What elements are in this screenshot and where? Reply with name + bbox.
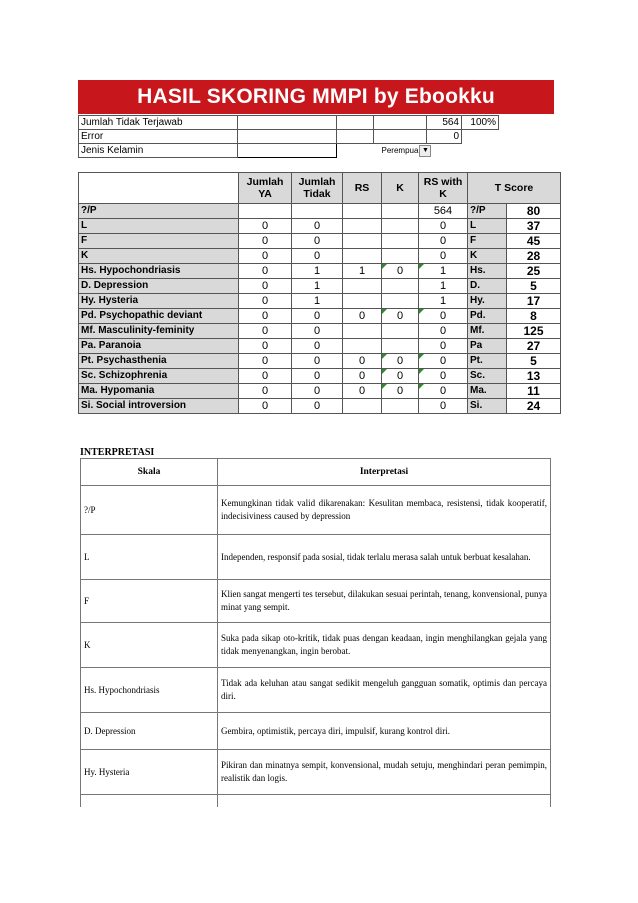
score-row: [79, 219, 561, 234]
scale-name: Mf. Masculinity-feminity: [79, 324, 239, 339]
k-value: [382, 324, 419, 339]
score-row: [79, 384, 561, 399]
error-value: 0: [427, 130, 462, 144]
scale-name: Hs. Hypochondriasis: [79, 264, 239, 279]
jumlah-ya: 0: [239, 354, 292, 369]
interpretation-scale: Hy. Hysteria: [81, 750, 218, 795]
scale-name: Ma. Hypomania: [79, 384, 239, 399]
jumlah-tidak: 0: [292, 369, 343, 384]
k-value: [382, 294, 419, 309]
rs-value: [343, 249, 382, 264]
score-row: [79, 399, 561, 414]
unanswered-label: Jumlah Tidak Terjawab: [79, 116, 238, 130]
rs-with-k-value: 0: [419, 249, 468, 264]
spacer-cell: [337, 130, 374, 144]
gender-row: [79, 144, 499, 158]
interpretation-text: Kemungkinan tidak valid dikarenakan: Kesulitan membaca, resistensi, tidak kooperatif, indecisiviness caused by depression: [218, 486, 551, 535]
interpretation-text: Pikiran dan minatnya sempit, konvensional, mudah setuju, menghindari peran pemimpin, realistik dan logis.: [218, 750, 551, 795]
interpretation-text: Gembira, optimistik, percaya diri, impulsif, kurang kontrol diri.: [218, 713, 551, 750]
scale-name: D. Depression: [79, 279, 239, 294]
jumlah-tidak: 0: [292, 339, 343, 354]
interpretation-scale: K: [81, 623, 218, 668]
rs-value: 1: [343, 264, 382, 279]
k-value: [382, 399, 419, 414]
t-score-label: Hs.: [468, 264, 507, 279]
unanswered-percent: 100%: [462, 116, 499, 130]
k-value: [382, 249, 419, 264]
error-label: Error: [79, 130, 238, 144]
t-score-value: 5: [507, 354, 561, 369]
t-score-label: ?/P: [468, 204, 507, 219]
score-row: [79, 264, 561, 279]
gender-label: Jenis Kelamin: [79, 144, 238, 158]
t-score-value: 45: [507, 234, 561, 249]
scale-name: Pd. Psychopathic deviant: [79, 309, 239, 324]
spacer-cell: [238, 116, 337, 130]
t-score-label: Mf.: [468, 324, 507, 339]
header-ya: Jumlah YA: [239, 173, 292, 204]
header-t-score: T Score: [468, 173, 561, 204]
interpretation-row: [81, 623, 551, 668]
score-header-row: [79, 173, 561, 204]
rs-value: 0: [343, 384, 382, 399]
jumlah-ya: 0: [239, 294, 292, 309]
rs-with-k-value: 0: [419, 219, 468, 234]
scale-name: ?/P: [79, 204, 239, 219]
rs-with-k-value: 0: [419, 384, 468, 399]
jumlah-ya: 0: [239, 279, 292, 294]
jumlah-ya: 0: [239, 234, 292, 249]
scale-name: Si. Social introversion: [79, 399, 239, 414]
t-score-label: Pt.: [468, 354, 507, 369]
rs-value: 0: [343, 354, 382, 369]
jumlah-ya: 0: [239, 339, 292, 354]
score-row: [79, 354, 561, 369]
jumlah-ya: 0: [239, 324, 292, 339]
t-score-label: Si.: [468, 399, 507, 414]
jumlah-ya: 0: [239, 399, 292, 414]
jumlah-tidak: 0: [292, 219, 343, 234]
unanswered-row: [79, 116, 499, 130]
jumlah-tidak: 1: [292, 264, 343, 279]
interpretation-scale: L: [81, 535, 218, 580]
jumlah-ya: 0: [239, 219, 292, 234]
interpretation-row: [81, 535, 551, 580]
score-row: [79, 339, 561, 354]
jumlah-ya: 0: [239, 369, 292, 384]
t-score-value: 27: [507, 339, 561, 354]
k-value: 0: [382, 264, 419, 279]
rs-with-k-value: 0: [419, 234, 468, 249]
jumlah-tidak: 0: [292, 249, 343, 264]
score-row: [79, 294, 561, 309]
jumlah-tidak: 0: [292, 234, 343, 249]
k-value: [382, 279, 419, 294]
rs-value: [343, 294, 382, 309]
gender-select-value: Perempua: [381, 146, 419, 156]
t-score-value: 25: [507, 264, 561, 279]
header-interpretasi: Interpretasi: [218, 459, 551, 486]
rs-value: [343, 339, 382, 354]
jumlah-tidak: 0: [292, 309, 343, 324]
t-score-label: Sc.: [468, 369, 507, 384]
scale-name: Hy. Hysteria: [79, 294, 239, 309]
continuation-cell: [218, 795, 551, 808]
t-score-label: Pd.: [468, 309, 507, 324]
interpretation-table: [80, 458, 551, 807]
k-value: [382, 219, 419, 234]
rs-with-k-value: 0: [419, 324, 468, 339]
t-score-value: 8: [507, 309, 561, 324]
k-value: [382, 339, 419, 354]
summary-info-table: [78, 115, 499, 158]
interpretation-continuation-row: [81, 795, 551, 808]
interpretation-header-row: [81, 459, 551, 486]
jumlah-ya: 0: [239, 309, 292, 324]
spacer-cell: [337, 144, 374, 158]
interpretation-title: INTERPRETASI: [80, 447, 155, 458]
spacer-cell: [337, 116, 374, 130]
t-score-value: 5: [507, 279, 561, 294]
jumlah-tidak: [292, 204, 343, 219]
rs-with-k-value: 0: [419, 399, 468, 414]
rs-value: 0: [343, 309, 382, 324]
t-score-value: 17: [507, 294, 561, 309]
t-score-value: 125: [507, 324, 561, 339]
spacer-cell: [462, 144, 499, 158]
scale-name: F: [79, 234, 239, 249]
rs-with-k-value: 1: [419, 264, 468, 279]
spacer-cell: [374, 116, 427, 130]
t-score-value: 24: [507, 399, 561, 414]
error-row: [79, 130, 499, 144]
rs-with-k-value: 0: [419, 369, 468, 384]
t-score-label: Ma.: [468, 384, 507, 399]
score-row: [79, 369, 561, 384]
jumlah-ya: [239, 204, 292, 219]
k-value: [382, 234, 419, 249]
t-score-value: 13: [507, 369, 561, 384]
interpretation-scale: F: [81, 580, 218, 623]
jumlah-ya: 0: [239, 264, 292, 279]
jumlah-ya: 0: [239, 249, 292, 264]
report-title-banner: [78, 80, 554, 114]
t-score-value: 11: [507, 384, 561, 399]
interpretation-scale: D. Depression: [81, 713, 218, 750]
t-score-value: 37: [507, 219, 561, 234]
rs-value: [343, 399, 382, 414]
scale-name: Pa. Paranoia: [79, 339, 239, 354]
score-table-body: [79, 204, 561, 414]
interpretation-text: Independen, responsif pada sosial, tidak terlalu merasa salah untuk berbuat kesalahan.: [218, 535, 551, 580]
spacer-cell: [238, 130, 337, 144]
jumlah-tidak: 0: [292, 399, 343, 414]
interpretation-text: Tidak ada keluhan atau sangat sedikit mengeluh gangguan somatik, optimis dan percaya diri.: [218, 668, 551, 713]
header-skala: Skala: [81, 459, 218, 486]
rs-value: 0: [343, 369, 382, 384]
interpretation-row: [81, 750, 551, 795]
interpretation-text: Klien sangat mengerti tes tersebut, dilakukan sesuai perintah, tenang, konvensional, punya minat yang sempit.: [218, 580, 551, 623]
interpretation-scale: Hs. Hypochondriasis: [81, 668, 218, 713]
jumlah-tidak: 0: [292, 384, 343, 399]
interpretation-row: [81, 580, 551, 623]
k-value: [382, 204, 419, 219]
rs-with-k-value: 0: [419, 354, 468, 369]
rs-with-k-value: 0: [419, 309, 468, 324]
score-row: [79, 324, 561, 339]
scale-name: K: [79, 249, 239, 264]
t-score-value: 28: [507, 249, 561, 264]
scale-name: Sc. Schizophrenia: [79, 369, 239, 384]
score-table: [78, 172, 561, 414]
t-score-label: K: [468, 249, 507, 264]
t-score-label: D.: [468, 279, 507, 294]
t-score-label: Hy.: [468, 294, 507, 309]
spacer-cell: [462, 130, 499, 144]
rs-with-k-value: 564: [419, 204, 468, 219]
interpretation-table-body: [81, 486, 551, 795]
scale-header-blank: [79, 173, 239, 204]
chevron-down-icon[interactable]: ▼: [419, 145, 431, 157]
interpretation-row: [81, 486, 551, 535]
gender-input-cell[interactable]: [238, 144, 337, 158]
k-value: 0: [382, 384, 419, 399]
k-value: 0: [382, 309, 419, 324]
interpretation-text: Suka pada sikap oto-kritik, tidak puas dengan keadaan, ingin menghilangkan gejala yang tidak menyenangkan, ingin berobat.: [218, 623, 551, 668]
score-row: [79, 279, 561, 294]
k-value: 0: [382, 354, 419, 369]
score-row: [79, 309, 561, 324]
jumlah-tidak: 0: [292, 354, 343, 369]
scale-name: Pt. Psychasthenia: [79, 354, 239, 369]
report-title: HASIL SKORING MMPI by Ebookku: [137, 85, 495, 108]
t-score-label: Pa: [468, 339, 507, 354]
header-rs-with-k: RS with K: [419, 173, 468, 204]
header-rs: RS: [343, 173, 382, 204]
rs-value: [343, 204, 382, 219]
interpretation-row: [81, 713, 551, 750]
rs-with-k-value: 1: [419, 294, 468, 309]
rs-value: [343, 219, 382, 234]
score-row: [79, 249, 561, 264]
k-value: 0: [382, 369, 419, 384]
rs-with-k-value: 0: [419, 339, 468, 354]
t-score-value: 80: [507, 204, 561, 219]
interpretation-row: [81, 668, 551, 713]
score-row: [79, 204, 561, 219]
unanswered-value: 564: [427, 116, 462, 130]
score-row: [79, 234, 561, 249]
spacer-cell: [374, 130, 427, 144]
scale-name: L: [79, 219, 239, 234]
jumlah-tidak: 1: [292, 294, 343, 309]
rs-with-k-value: 1: [419, 279, 468, 294]
header-tidak: Jumlah Tidak: [292, 173, 343, 204]
t-score-label: L: [468, 219, 507, 234]
t-score-label: F: [468, 234, 507, 249]
jumlah-tidak: 1: [292, 279, 343, 294]
continuation-cell: [81, 795, 218, 808]
jumlah-ya: 0: [239, 384, 292, 399]
rs-value: [343, 234, 382, 249]
jumlah-tidak: 0: [292, 324, 343, 339]
rs-value: [343, 324, 382, 339]
interpretation-scale: ?/P: [81, 486, 218, 535]
gender-select[interactable]: [374, 144, 462, 158]
rs-value: [343, 279, 382, 294]
header-k: K: [382, 173, 419, 204]
